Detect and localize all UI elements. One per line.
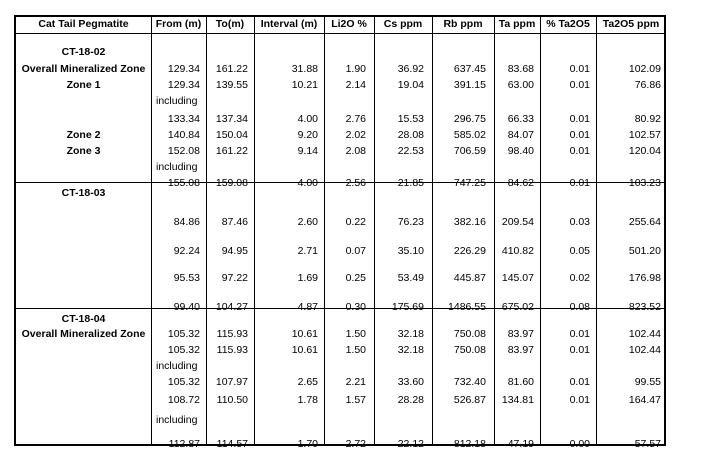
table-cell: 410.82 [501, 245, 534, 257]
including-label: including [156, 161, 198, 173]
table-cell: 10.61 [291, 328, 318, 340]
column-header: Cs ppm [383, 18, 423, 30]
table-cell: 812.18 [453, 438, 486, 450]
table-cell: 2.02 [345, 129, 366, 141]
table-cell: 145.07 [501, 272, 534, 284]
table-cell: 2.65 [297, 376, 318, 388]
table-cell: 0.05 [569, 245, 590, 257]
table-cell: 10.61 [291, 344, 318, 356]
table-cell: 159.08 [215, 177, 248, 189]
table-cell: 22.12 [397, 438, 424, 450]
table-cell: 706.59 [453, 145, 486, 157]
table-cell: 32.18 [397, 328, 424, 340]
table-cell: 0.01 [569, 113, 590, 125]
table-cell: 92.24 [173, 245, 200, 257]
table-cell: 0.01 [569, 145, 590, 157]
table-cell: 28.08 [397, 129, 424, 141]
column-header: To(m) [215, 18, 245, 30]
table-cell: 102.44 [628, 344, 661, 356]
table-cell: 21.85 [397, 177, 424, 189]
table-cell: 28.28 [397, 394, 424, 406]
table-cell: 103.23 [628, 177, 661, 189]
table-cell: 102.09 [628, 63, 661, 75]
column-header: Ta ppm [498, 18, 536, 30]
table-cell: 4.00 [297, 113, 318, 125]
table-cell: 10.21 [291, 79, 318, 91]
table-cell: 152.08 [167, 145, 200, 157]
row-label: Zone 2 [66, 129, 101, 141]
table-cell: 105.32 [167, 328, 200, 340]
column-header: Li2O % [331, 18, 367, 30]
table-cell: 110.50 [216, 394, 248, 406]
row-label: CT-18-02 [61, 46, 106, 58]
table-cell: 47.19 [507, 438, 534, 450]
table-cell: 155.08 [167, 177, 200, 189]
including-label: including [156, 360, 198, 372]
table-cell: 76.23 [397, 216, 424, 228]
table-cell: 0.08 [569, 301, 590, 313]
table-cell: 1.50 [345, 344, 366, 356]
table-cell: 102.57 [628, 129, 661, 141]
table-cell: 83.97 [507, 344, 534, 356]
table-cell: 2.14 [345, 79, 366, 91]
table-cell: 150.04 [215, 129, 248, 141]
table-cell: 22.53 [397, 145, 424, 157]
table-cell: 0.02 [569, 272, 590, 284]
table-cell: 57.57 [634, 438, 661, 450]
table-cell: 83.68 [507, 63, 534, 75]
column-header: Interval (m) [260, 18, 318, 30]
table-cell: 66.33 [507, 113, 534, 125]
column-header: Ta2O5 ppm [602, 18, 660, 30]
row-label: CT-18-03 [61, 187, 106, 199]
table-cell: 2.71 [297, 245, 318, 257]
table-cell: 112.87 [168, 438, 200, 450]
table-cell: 0.01 [569, 177, 590, 189]
table-cell: 175.69 [391, 301, 424, 313]
table-cell: 1.78 [297, 394, 318, 406]
table-cell: 98.40 [507, 145, 534, 157]
table-cell: 750.08 [453, 328, 486, 340]
table-cell: 2.72 [345, 438, 366, 450]
table-cell: 120.04 [628, 145, 661, 157]
table-cell: 115.93 [216, 344, 248, 356]
table-cell: 0.01 [569, 63, 590, 75]
column-divider [596, 17, 597, 444]
table-cell: 63.00 [507, 79, 534, 91]
table-cell: 84.07 [507, 129, 534, 141]
table-cell: 0.30 [345, 301, 366, 313]
column-header: From (m) [155, 18, 202, 30]
table-cell: 176.98 [628, 272, 661, 284]
table-cell: 15.53 [397, 113, 424, 125]
table-cell: 4.00 [297, 177, 318, 189]
table-cell: 2.08 [345, 145, 366, 157]
table-cell: 0.01 [569, 344, 590, 356]
table-cell: 87.46 [221, 216, 248, 228]
table-cell: 129.34 [167, 63, 200, 75]
table-cell: 31.88 [291, 63, 318, 75]
table-cell: 2.76 [345, 113, 366, 125]
table-cell: 823.52 [628, 301, 661, 313]
table-cell: 94.95 [221, 245, 248, 257]
table-cell: 140.84 [167, 129, 200, 141]
table-cell: 1.57 [345, 394, 366, 406]
table-cell: 9.14 [297, 145, 318, 157]
table-cell: 36.92 [397, 63, 424, 75]
table-cell: 0.03 [569, 216, 590, 228]
table-cell: 161.22 [215, 63, 248, 75]
table-cell: 115.93 [216, 328, 248, 340]
row-label: Zone 1 [66, 79, 101, 91]
table-cell: 0.22 [345, 216, 366, 228]
row-label: CT-18-04 [61, 313, 106, 325]
table-cell: 129.34 [167, 79, 200, 91]
table-cell: 2.56 [345, 177, 366, 189]
table-cell: 585.02 [453, 129, 486, 141]
assay-table [14, 15, 666, 450]
table-cell: 0.01 [569, 79, 590, 91]
table-cell: 9.20 [297, 129, 318, 141]
table-cell: 107.97 [215, 376, 248, 388]
table-cell: 209.54 [501, 216, 534, 228]
table-cell: 102.44 [628, 328, 661, 340]
table-cell: 80.92 [634, 113, 661, 125]
table-cell: 104.27 [215, 301, 248, 313]
table-cell: 0.01 [569, 129, 590, 141]
row-label: Overall Mineralized Zone [21, 328, 146, 340]
table-cell: 2.21 [345, 376, 366, 388]
table-cell: 99.40 [173, 301, 200, 313]
table-cell: 19.04 [397, 79, 424, 91]
table-cell: 526.87 [453, 394, 486, 406]
table-cell: 391.15 [453, 79, 486, 91]
table-cell: 0.01 [569, 394, 590, 406]
table-cell: 445.87 [453, 272, 486, 284]
table-cell: 296.75 [453, 113, 486, 125]
table-cell: 53.49 [397, 272, 424, 284]
row-divider [16, 33, 664, 34]
table-cell: 83.97 [507, 328, 534, 340]
row-label: Overall Mineralized Zone [21, 63, 146, 75]
table-cell: 114.57 [216, 438, 248, 450]
table-cell: 0.00 [569, 438, 590, 450]
table-cell: 105.32 [167, 376, 200, 388]
table-cell: 0.01 [569, 328, 590, 340]
table-cell: 133.34 [167, 113, 200, 125]
table-cell: 750.08 [453, 344, 486, 356]
column-header: Rb ppm [443, 18, 483, 30]
table-cell: 0.07 [345, 245, 366, 257]
table-cell: 0.01 [569, 376, 590, 388]
table-cell: 76.86 [634, 79, 661, 91]
table-cell: 161.22 [215, 145, 248, 157]
table-cell: 108.72 [167, 394, 200, 406]
table-cell: 675.02 [501, 301, 534, 313]
header-title: Cat Tail Pegmatite [38, 18, 129, 30]
column-header: % Ta2O5 [546, 18, 590, 30]
table-cell: 1.50 [345, 328, 366, 340]
table-cell: 32.18 [397, 344, 424, 356]
table-cell: 81.60 [507, 376, 534, 388]
table-cell: 139.55 [215, 79, 248, 91]
table-cell: 134.81 [501, 394, 534, 406]
table-cell: 99.55 [634, 376, 661, 388]
table-cell: 164.47 [628, 394, 661, 406]
including-label: including [156, 95, 198, 107]
column-divider [254, 17, 255, 444]
table-cell: 0.25 [345, 272, 366, 284]
table-cell: 105.32 [167, 344, 200, 356]
row-label: Zone 3 [66, 145, 101, 157]
table-cell: 732.40 [453, 376, 486, 388]
table-cell: 1486.55 [448, 301, 486, 313]
table-cell: 255.64 [628, 216, 661, 228]
table-cell: 84.62 [507, 177, 534, 189]
table-cell: 637.45 [453, 63, 486, 75]
table-cell: 137.34 [215, 113, 248, 125]
table-cell: 1.90 [345, 63, 366, 75]
table-cell: 95.53 [173, 272, 200, 284]
table-cell: 2.60 [297, 216, 318, 228]
table-cell: 84.86 [173, 216, 200, 228]
table-cell: 1.70 [297, 438, 318, 450]
table-cell: 1.69 [297, 272, 318, 284]
table-cell: 35.10 [397, 245, 424, 257]
table-cell: 33.60 [397, 376, 424, 388]
table-cell: 382.16 [453, 216, 486, 228]
table-cell: 747.25 [453, 177, 486, 189]
table-cell: 501.20 [628, 245, 661, 257]
including-label: including [156, 414, 198, 426]
table-cell: 226.29 [453, 245, 486, 257]
table-cell: 97.22 [221, 272, 248, 284]
table-cell: 4.87 [297, 301, 318, 313]
